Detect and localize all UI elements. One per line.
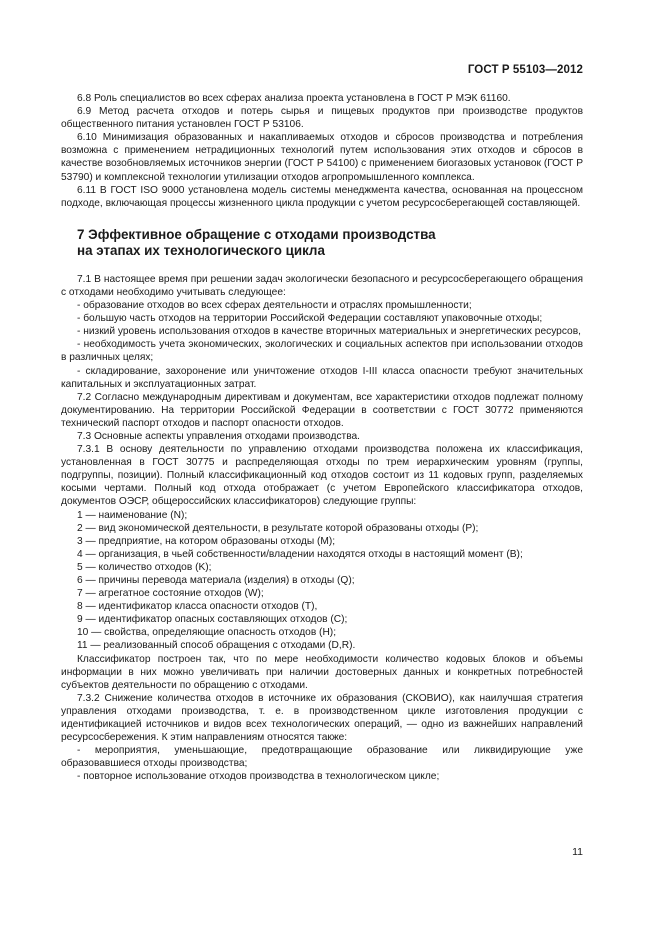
code-group-item: 4 — организация, в чьей собственности/владении находятся отходы в настоящий момент (B); — [77, 548, 523, 560]
paragraph-classifier: Классификатор построен так, что по мере необходимости количество кодовых блоков и объемы информации в них можно увеличивать при наличии достоверных данных и конкретных потребностей субъектов деятельности по обращению с отходами. — [61, 653, 583, 691]
paragraph-7-3-1: 7.3.1 В основу деятельности по управлению отходами производства положена их классификация, установленная в ГОСТ 30775 и распределяющая отходы по трем иерархическим уровням (группы, подгруппы, позиции). Полный классификационный код отходов состоит из 11 кодовых групп, разделяемых косыми чертами. Полный код отхода отображает (с учетом Европейского классификатора отходов, документов ОЭСР, общероссийских классификаторов) следующие группы: — [61, 444, 583, 508]
code-group-item: 6 — причины перевода материала (изделия) в отходы (Q); — [77, 575, 355, 586]
section-title-line-1: 7 Эффективное обращение с отходами производства — [77, 226, 436, 242]
list-item-dash: - повторное использование отходов производства в технологическом цикле; — [77, 771, 440, 783]
code-group-item: 5 — количество отходов (K); — [77, 561, 212, 573]
paragraph-6-10: 6.10 Минимизация образованных и накапливаемых отходов и сбросов производства и потребления возможна с применением нетрадиционных технологий путем использования этих отходов и сбросов в качестве возобновляемых источников энергии (ГОСТ Р 54100) с применением биогазовых установок (ГОСТ Р 53790) и комплексной технологии утилизации отходов агропромышленного комплекса. — [61, 132, 583, 183]
paragraph-7-3: 7.3 Основные аспекты управления отходами производства. — [77, 430, 360, 442]
list-item-dash: - необходимость учета экономических, экологических и социальных аспектов при использовании отходов в различных целях; — [61, 339, 583, 364]
paragraph-6-11: 6.11 В ГОСТ ISO 9000 установлена модель системы менеджмента качества, основанная на процессном подходе, включающая процессы жизненного цикла продукции с учетом ресурсосберегающей составляющей. — [61, 184, 583, 209]
code-group-item: 8 — идентификатор класса опасности отходов (T), — [77, 601, 318, 613]
list-item-dash: - большую часть отходов на территории Российской Федерации составляют упаковочные отходы; — [77, 313, 543, 325]
code-group-item: 10 — свойства, определяющие опасность отходов (H); — [77, 627, 337, 639]
code-group-item: 1 — наименование (N); — [77, 509, 188, 521]
code-group-item: 7 — агрегатное состояние отходов (W); — [77, 588, 264, 600]
paragraph-6-9: 6.9 Метод расчета отходов и потерь сырья и пищевых продуктов при производстве продуктов общественного питания установлен ГОСТ Р 53106. — [61, 106, 583, 131]
section-title-line-2: на этапах их технологического цикла — [77, 242, 325, 258]
code-group-item: 11 — реализованный способ обращения с отходами (D,R). — [77, 640, 356, 652]
paragraph-7-2: 7.2 Согласно международным директивам и документам, все характеристики отходов подлежат полному документированию. На территории Российской Федерации в соответствии с ГОСТ 30772 применяются технический паспорт отходов и паспорт опасности отходов. — [61, 391, 583, 429]
paragraph-7-1: 7.1 В настоящее время при решении задач экологически безопасного и ресурсосберегающего обращения с отходами необходимо учитывать следующее: — [61, 273, 583, 298]
list-item-dash: - складирование, захоронение или уничтожение отходов I-III класса опасности требуют значительных капитальных и эксплуатационных затрат. — [61, 365, 583, 390]
page-number: 11 — [572, 846, 583, 858]
document-code: ГОСТ Р 55103—2012 — [467, 64, 583, 76]
section-7-heading — [61, 227, 583, 259]
list-item-dash: - мероприятия, уменьшающие, предотвращающие образование или ликвидирующие уже образовавшиеся отходы производства; — [61, 745, 583, 770]
list-item-dash: - образование отходов во всех сферах деятельности и отраслях промышленности; — [77, 300, 472, 312]
code-group-item: 2 — вид экономической деятельности, в результате которой образованы отходы (P); — [77, 522, 479, 534]
list-item-dash: - низкий уровень использования отходов в качестве вторичных материальных и энергетических ресурсов, — [77, 326, 581, 338]
page-body — [61, 92, 583, 784]
code-group-item: 3 — предприятие, на котором образованы отходы (M); — [77, 535, 336, 547]
code-group-item: 9 — идентификатор опасных составляющих отходов (C); — [77, 614, 348, 626]
paragraph-7-3-2: 7.3.2 Снижение количества отходов в источнике их образования (СКОВИО), как наилучшая стратегия управления отходами производства, т. е. в производственном цикле изготовления продукции с идентификацией источников и видов всех технологических операций, — одно из важнейших направлений ресурсосбережения. К этим направлениям относятся также: — [61, 692, 583, 744]
paragraph-6-8: 6.8 Роль специалистов во всех сферах анализа проекта установлена в ГОСТ Р МЭК 61160. — [77, 93, 511, 104]
